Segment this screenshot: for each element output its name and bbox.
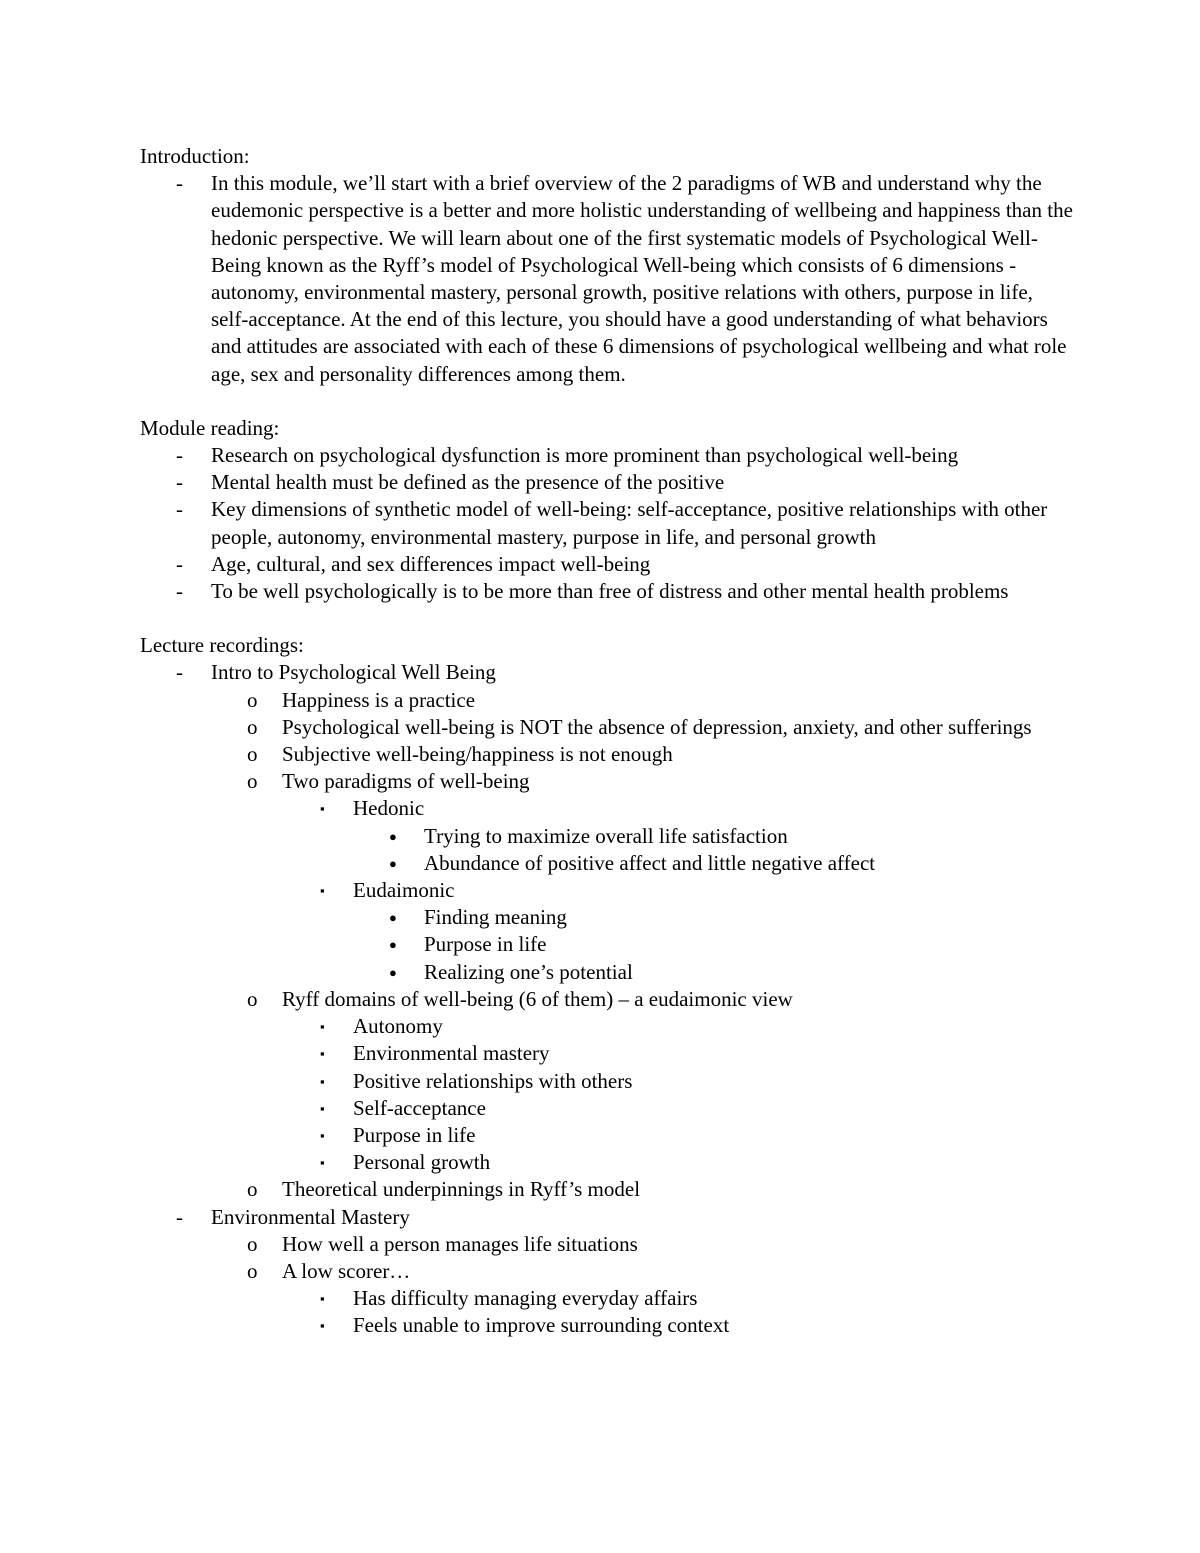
lecture-recordings-heading: Lecture recordings: <box>140 633 304 658</box>
list-item <box>282 1040 1075 1067</box>
sub-list <box>282 795 1075 985</box>
list-item <box>211 1231 1075 1258</box>
square-bullet: ▪ <box>320 883 325 899</box>
list-item <box>211 986 1075 1176</box>
module-reading-heading: Module reading: <box>140 415 280 440</box>
list-item-text: To be well psychologically is to be more than free of distress and other mental health problems <box>211 579 1009 604</box>
introduction-heading: Introduction: <box>140 144 250 168</box>
circle-bullet: o <box>247 1177 258 1202</box>
list-item <box>140 496 1075 550</box>
square-bullet: ▪ <box>320 1291 325 1307</box>
list-item-text: Positive relationships with others <box>353 1068 633 1093</box>
list-item-text: Theoretical underpinnings in Ryff’s model <box>282 1177 641 1202</box>
circle-bullet: o <box>247 986 258 1011</box>
list-item-text: Psychological well-being is NOT the absence of depression, anxiety, and other sufferings <box>282 714 1032 739</box>
introduction-paragraph: In this module, we’ll start with a brief overview of the 2 paradigms of WB and understand why the eudemonic perspective is a better and more holistic understanding of wellbeing and happiness than the hedonic perspective. We will learn about one of the first systematic models of Psychological Well-Being known as the Ryff’s model of Psychological Well-being which consists of 6 dimensions - autonomy, environmental mastery, personal growth, positive relations with others, purpose in life, self-acceptance. At the end of this lecture, you should have a good understanding of what behaviors and attitudes are associated with each of these 6 dimensions of psychological wellbeing and what role age, sex and personality differences among them. <box>211 171 1073 386</box>
list-item-text: Abundance of positive affect and little negative affect <box>424 850 876 875</box>
list-item <box>211 687 1075 714</box>
dot-bullet: ● <box>389 828 397 844</box>
list-item-text: Self-acceptance <box>353 1095 486 1120</box>
square-bullet: ▪ <box>320 1073 325 1089</box>
list-item-text: Eudaimonic <box>353 878 455 903</box>
list-item <box>282 1068 1075 1095</box>
list-item <box>353 823 1075 850</box>
list-item <box>282 877 1075 986</box>
sub-list <box>282 1013 1075 1176</box>
dot-bullet: ● <box>389 910 397 926</box>
circle-bullet: o <box>247 1258 258 1283</box>
list-item-text: Hedonic <box>353 796 425 821</box>
module-reading-list <box>140 442 1075 605</box>
square-bullet: ▪ <box>320 801 325 817</box>
list-item <box>353 959 1075 986</box>
list-item <box>211 714 1075 741</box>
sub-list <box>353 823 1075 877</box>
list-item <box>211 1176 1075 1203</box>
dash-bullet: - <box>176 579 183 604</box>
list-item-text: Key dimensions of synthetic model of well-being: self-acceptance, positive relationships with other people, autonomy, environmental mastery, purpose in life, and personal growth <box>211 497 1048 549</box>
dot-bullet: ● <box>389 937 397 953</box>
list-item-text: A low scorer… <box>282 1258 411 1283</box>
sub-list <box>353 904 1075 986</box>
square-bullet: ▪ <box>320 1155 325 1171</box>
square-bullet: ▪ <box>320 1318 325 1334</box>
list-item <box>211 1258 1075 1340</box>
list-item <box>282 1122 1075 1149</box>
document-page <box>140 143 1075 1340</box>
list-item <box>140 442 1075 469</box>
list-item-text: Realizing one’s potential <box>424 959 633 984</box>
list-item-text: Environmental mastery <box>353 1041 550 1066</box>
list-item-text: Happiness is a practice <box>282 687 476 712</box>
list-item <box>140 578 1075 605</box>
lecture-recordings-list <box>140 659 1075 1339</box>
dash-bullet: - <box>176 497 183 522</box>
list-item <box>282 795 1075 877</box>
list-item-text: Autonomy <box>353 1014 443 1039</box>
circle-bullet: o <box>247 714 258 739</box>
dash-bullet: - <box>176 171 183 196</box>
list-item <box>140 659 1075 1203</box>
list-item-text: Mental health must be defined as the presence of the positive <box>211 470 725 495</box>
circle-bullet: o <box>247 769 258 794</box>
list-item-text: Intro to Psychological Well Being <box>211 660 496 685</box>
list-item-text: Subjective well-being/happiness is not enough <box>282 742 673 767</box>
circle-bullet: o <box>247 687 258 712</box>
dash-bullet: - <box>176 443 183 468</box>
list-item-text: Has difficulty managing everyday affairs <box>353 1286 698 1311</box>
list-item <box>211 768 1075 986</box>
introduction-list <box>140 170 1075 388</box>
list-item-text: Research on psychological dysfunction is more prominent than psychological well-being <box>211 443 959 468</box>
square-bullet: ▪ <box>320 1046 325 1062</box>
list-item-text: Purpose in life <box>353 1122 476 1147</box>
list-item-text: Trying to maximize overall life satisfaction <box>424 823 788 848</box>
list-item <box>353 850 1075 877</box>
list-item <box>282 1013 1075 1040</box>
list-item-text: Age, cultural, and sex differences impact well-being <box>211 551 651 576</box>
sub-list <box>211 687 1075 1204</box>
list-item <box>282 1285 1075 1312</box>
dash-bullet: - <box>176 470 183 495</box>
list-item-text: Ryff domains of well-being (6 of them) – a eudaimonic view <box>282 986 793 1011</box>
square-bullet: ▪ <box>320 1127 325 1143</box>
list-item <box>282 1149 1075 1176</box>
list-item-text: Two paradigms of well-being <box>282 769 530 794</box>
list-item <box>140 1204 1075 1340</box>
dash-bullet: - <box>176 551 183 576</box>
square-bullet: ▪ <box>320 1100 325 1116</box>
list-item-text: Environmental Mastery <box>211 1204 410 1229</box>
dash-bullet: - <box>176 1204 183 1229</box>
list-item <box>140 469 1075 496</box>
list-item <box>282 1095 1075 1122</box>
square-bullet: ▪ <box>320 1019 325 1035</box>
circle-bullet: o <box>247 742 258 767</box>
list-item <box>353 904 1075 931</box>
list-item-text: Purpose in life <box>424 932 547 957</box>
sub-list <box>211 1231 1075 1340</box>
dot-bullet: ● <box>389 964 397 980</box>
list-item-text: Finding meaning <box>424 905 567 930</box>
list-item <box>282 1312 1075 1339</box>
dot-bullet: ● <box>389 855 397 871</box>
sub-list <box>282 1285 1075 1339</box>
circle-bullet: o <box>247 1231 258 1256</box>
list-item-text: How well a person manages life situations <box>282 1231 638 1256</box>
list-item-text: Personal growth <box>353 1150 491 1175</box>
list-item <box>140 170 1075 388</box>
list-item <box>140 551 1075 578</box>
list-item-text: Feels unable to improve surrounding context <box>353 1313 730 1338</box>
list-item <box>211 741 1075 768</box>
dash-bullet: - <box>176 660 183 685</box>
list-item <box>353 931 1075 958</box>
